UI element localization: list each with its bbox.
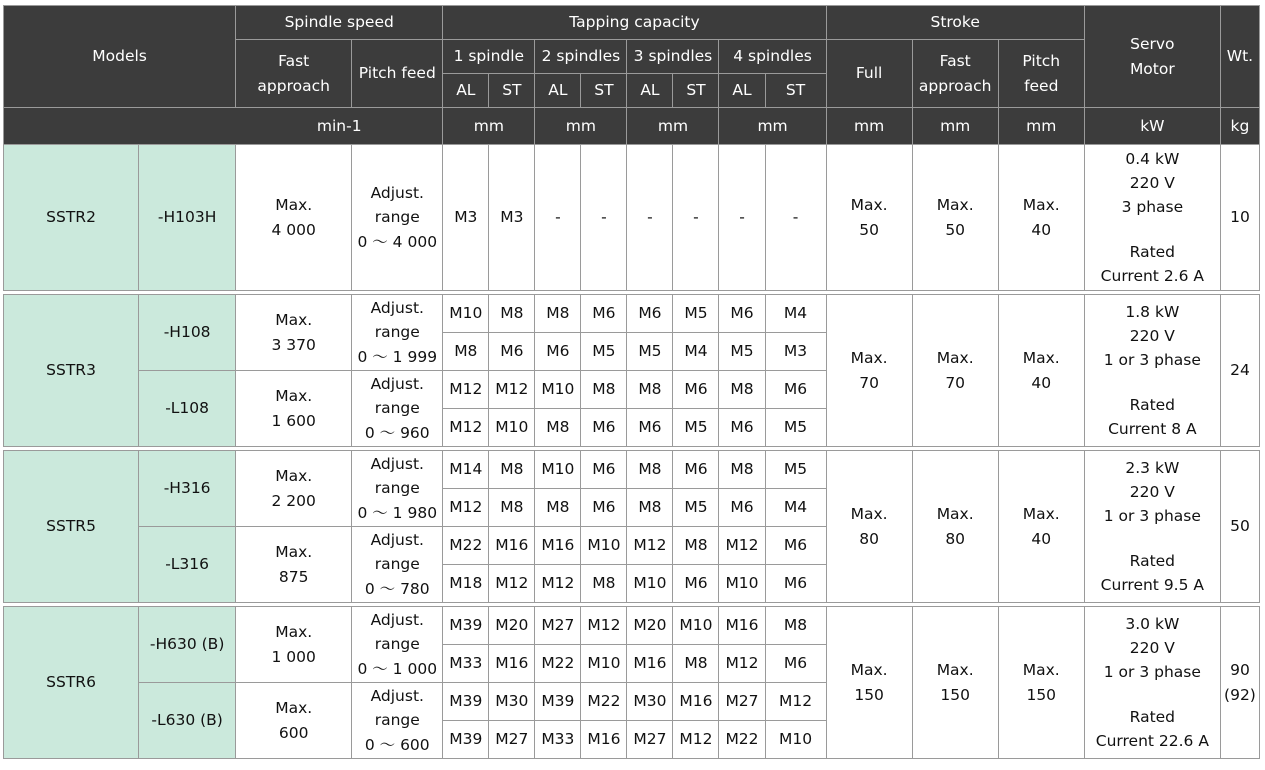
tapping-capacity-cell: M6 xyxy=(627,295,673,333)
variant-name: -H103H xyxy=(139,145,236,291)
header-fast-approach: Fast approach xyxy=(236,40,352,108)
table-row xyxy=(4,295,1260,333)
tapping-capacity-cell: - xyxy=(673,145,719,291)
servo-motor-spec-line: 3 phase xyxy=(1121,198,1184,217)
tapping-capacity-cell: M8 xyxy=(627,451,673,489)
stroke-pitch-feed-line: 40 xyxy=(1031,529,1052,548)
pitch-feed-range-line: 0 ～ 1 000 xyxy=(357,659,438,678)
pitch-feed-range xyxy=(352,371,443,447)
variant-name: -L316 xyxy=(139,527,236,603)
tapping-capacity-cell: M16 xyxy=(673,683,719,721)
tapping-capacity-cell: - xyxy=(535,145,581,291)
servo-motor-spec-line: 3.0 kW xyxy=(1125,615,1180,634)
tapping-capacity-cell: M30 xyxy=(627,683,673,721)
stroke-pitch-feed xyxy=(998,295,1084,447)
model-name: SSTR6 xyxy=(4,607,139,759)
pitch-feed-range xyxy=(352,451,443,527)
fast-approach-speed xyxy=(236,145,352,291)
fast-approach-speed-line: Max. xyxy=(275,387,313,406)
tapping-capacity-cell: M6 xyxy=(719,489,765,527)
tapping-capacity-cell: M22 xyxy=(719,721,765,759)
servo-motor-spec-line xyxy=(1085,372,1220,392)
tapping-capacity-cell: M8 xyxy=(535,409,581,447)
pitch-feed-range-line: range xyxy=(374,399,420,418)
weight xyxy=(1220,451,1259,603)
fast-approach-speed xyxy=(236,527,352,603)
tapping-capacity-cell: M12 xyxy=(765,683,826,721)
unit-mm: mm xyxy=(912,108,998,145)
tapping-capacity-cell: M6 xyxy=(673,371,719,409)
unit-speed: min-1 xyxy=(236,108,443,145)
servo-motor-spec-line xyxy=(1085,684,1220,704)
spec-table xyxy=(3,5,1260,759)
unit-mm: mm xyxy=(535,108,627,145)
pitch-feed-range xyxy=(352,683,443,759)
stroke-full xyxy=(826,295,912,447)
tapping-capacity-cell: M12 xyxy=(443,489,489,527)
tapping-capacity-cell: M10 xyxy=(765,721,826,759)
servo-motor-spec-line: Rated xyxy=(1129,395,1176,414)
stroke-full-line: 50 xyxy=(859,220,879,239)
pitch-feed-range xyxy=(352,527,443,603)
servo-motor-spec-line: Rated xyxy=(1129,551,1176,570)
weight-line: 90 xyxy=(1230,661,1250,680)
fast-approach-speed-line: Max. xyxy=(275,543,313,562)
tapping-capacity-cell: M6 xyxy=(581,489,627,527)
tapping-capacity-cell: M6 xyxy=(765,645,826,683)
table-row xyxy=(4,145,1260,291)
tapping-capacity-cell: M20 xyxy=(627,607,673,645)
tapping-capacity-cell: M16 xyxy=(489,645,535,683)
stroke-fast-approach xyxy=(912,145,998,291)
tapping-capacity-cell: M10 xyxy=(443,295,489,333)
pitch-feed-range-line: 0 ～ 600 xyxy=(364,735,430,754)
tapping-capacity-cell: M10 xyxy=(489,409,535,447)
fast-approach-speed-line: Max. xyxy=(275,467,313,486)
tapping-capacity-cell: M8 xyxy=(489,489,535,527)
stroke-pitch-feed xyxy=(998,607,1084,759)
tapping-capacity-cell: M5 xyxy=(673,295,719,333)
header-stroke-fast-approach: Fast approach xyxy=(912,40,998,108)
tapping-capacity-cell: M12 xyxy=(443,409,489,447)
servo-motor-spec xyxy=(1084,607,1220,759)
header-4-spindles: 4 spindles xyxy=(719,40,826,74)
pitch-feed-range-line: 0 ～ 960 xyxy=(364,423,430,442)
servo-motor-spec-line: Current 2.6 A xyxy=(1100,266,1204,285)
stroke-fast-approach-line: Max. xyxy=(936,196,974,215)
variant-name: -H108 xyxy=(139,295,236,371)
pitch-feed-range-line: 0 ～ 780 xyxy=(364,579,430,598)
tapping-capacity-cell: M16 xyxy=(489,527,535,565)
tapping-capacity-cell: M33 xyxy=(535,721,581,759)
tapping-capacity-cell: M6 xyxy=(765,565,826,603)
fast-approach-speed xyxy=(236,607,352,683)
fast-approach-speed-line: Max. xyxy=(275,699,313,718)
tapping-capacity-cell: M8 xyxy=(627,371,673,409)
tapping-capacity-cell: - xyxy=(627,145,673,291)
tapping-capacity-cell: M6 xyxy=(673,565,719,603)
stroke-fast-approach-line: 70 xyxy=(945,373,966,392)
stroke-full-line: Max. xyxy=(850,196,888,215)
tapping-capacity-cell: M8 xyxy=(765,607,826,645)
header-st: ST xyxy=(765,74,826,108)
fast-approach-speed-line: 1 600 xyxy=(271,411,316,430)
tapping-capacity-cell: M27 xyxy=(489,721,535,759)
header-st: ST xyxy=(673,74,719,108)
stroke-fast-approach xyxy=(912,607,998,759)
stroke-full-line: 80 xyxy=(859,529,879,548)
header-2-spindles: 2 spindles xyxy=(535,40,627,74)
model-name: SSTR2 xyxy=(4,145,139,291)
unit-kg: kg xyxy=(1220,108,1259,145)
table-header xyxy=(4,6,1260,145)
tapping-capacity-cell: M39 xyxy=(535,683,581,721)
stroke-pitch-feed-line: Max. xyxy=(1022,349,1060,368)
servo-motor-spec xyxy=(1084,145,1220,291)
pitch-feed-range-line: 0 ～ 4 000 xyxy=(357,232,438,251)
tapping-capacity-cell: M3 xyxy=(489,145,535,291)
tapping-capacity-cell: M8 xyxy=(535,295,581,333)
tapping-capacity-cell: M3 xyxy=(443,145,489,291)
fast-approach-speed-line: 1 000 xyxy=(271,647,316,666)
servo-motor-spec-line xyxy=(1085,219,1220,239)
tapping-capacity-cell: M12 xyxy=(489,371,535,409)
stroke-pitch-feed-line: 40 xyxy=(1031,373,1052,392)
header-stroke-full: Full xyxy=(826,40,912,108)
pitch-feed-range-line: Adjust. xyxy=(370,375,424,394)
servo-motor-spec-line: 220 V xyxy=(1129,174,1175,193)
stroke-full-line: Max. xyxy=(850,349,888,368)
tapping-capacity-cell: M10 xyxy=(673,607,719,645)
tapping-capacity-cell: M22 xyxy=(581,683,627,721)
tapping-capacity-cell: M6 xyxy=(535,333,581,371)
header-stroke-pitch-feed: Pitch feed xyxy=(998,40,1084,108)
weight-line: 24 xyxy=(1230,361,1250,380)
tapping-capacity-cell: M33 xyxy=(443,645,489,683)
tapping-capacity-cell: M10 xyxy=(581,527,627,565)
servo-motor-spec-line: 2.3 kW xyxy=(1125,459,1180,478)
fast-approach-speed xyxy=(236,371,352,447)
tapping-capacity-cell: M4 xyxy=(673,333,719,371)
tapping-capacity-cell: M12 xyxy=(581,607,627,645)
tapping-capacity-cell: M4 xyxy=(765,489,826,527)
tapping-capacity-cell: M12 xyxy=(489,565,535,603)
tapping-capacity-cell: M12 xyxy=(627,527,673,565)
fast-approach-speed-line: Max. xyxy=(275,311,313,330)
stroke-fast-approach-line: Max. xyxy=(936,349,974,368)
servo-motor-spec-line: 1.8 kW xyxy=(1125,303,1180,322)
tapping-capacity-cell: M5 xyxy=(581,333,627,371)
tapping-capacity-cell: M12 xyxy=(673,721,719,759)
unit-mm: mm xyxy=(998,108,1084,145)
fast-approach-speed-line: 600 xyxy=(278,723,309,742)
tapping-capacity-cell: M18 xyxy=(443,565,489,603)
stroke-fast-approach-line: 150 xyxy=(940,685,970,704)
pitch-feed-range-line: Adjust. xyxy=(370,299,424,318)
header-3-spindles: 3 spindles xyxy=(627,40,719,74)
tapping-capacity-cell: M27 xyxy=(627,721,673,759)
stroke-full xyxy=(826,451,912,603)
stroke-fast-approach xyxy=(912,451,998,603)
stroke-pitch-feed xyxy=(998,145,1084,291)
unit-kw: kW xyxy=(1084,108,1220,145)
stroke-full xyxy=(826,145,912,291)
header-tapping-capacity: Tapping capacity xyxy=(443,6,826,40)
servo-motor-spec-line: 220 V xyxy=(1129,327,1175,346)
tapping-capacity-cell: M8 xyxy=(443,333,489,371)
tapping-capacity-cell: M10 xyxy=(535,451,581,489)
servo-motor-spec-line: Current 9.5 A xyxy=(1100,575,1204,594)
pitch-feed-range-line: Adjust. xyxy=(370,455,424,474)
header-pitch-feed: Pitch feed xyxy=(352,40,443,108)
servo-motor-spec-line xyxy=(1085,528,1220,548)
stroke-pitch-feed-line: 150 xyxy=(1026,685,1057,704)
tapping-capacity-cell: M10 xyxy=(535,371,581,409)
tapping-capacity-cell: M12 xyxy=(443,371,489,409)
stroke-full-line: 70 xyxy=(859,373,879,392)
tapping-capacity-cell: M14 xyxy=(443,451,489,489)
header-st: ST xyxy=(489,74,535,108)
servo-motor-spec-line: Rated xyxy=(1129,707,1176,726)
stroke-fast-approach-line: 50 xyxy=(945,220,966,239)
servo-motor-spec-line: 1 or 3 phase xyxy=(1103,663,1201,682)
tapping-capacity-cell: M39 xyxy=(443,721,489,759)
header-spindle-speed: Spindle speed xyxy=(236,6,443,40)
tapping-capacity-cell: M27 xyxy=(719,683,765,721)
servo-motor-spec-line: 220 V xyxy=(1129,483,1175,502)
tapping-capacity-cell: M6 xyxy=(489,333,535,371)
stroke-full xyxy=(826,607,912,759)
stroke-pitch-feed-line: Max. xyxy=(1022,505,1060,524)
header-al: AL xyxy=(535,74,581,108)
tapping-capacity-cell: M5 xyxy=(627,333,673,371)
variant-name: -H630 (B) xyxy=(139,607,236,683)
stroke-full-line: Max. xyxy=(850,505,888,524)
pitch-feed-range-line: Adjust. xyxy=(370,611,424,630)
tapping-capacity-cell: M5 xyxy=(765,451,826,489)
variant-name: -H316 xyxy=(139,451,236,527)
unit-mm: mm xyxy=(719,108,826,145)
tapping-capacity-cell: M6 xyxy=(719,295,765,333)
header-units-blank xyxy=(4,108,236,145)
tapping-capacity-cell: M20 xyxy=(489,607,535,645)
weight-line: 50 xyxy=(1230,517,1250,536)
tapping-capacity-cell: M39 xyxy=(443,683,489,721)
pitch-feed-range-line: 0 ～ 1 999 xyxy=(357,347,438,366)
tapping-capacity-cell: M10 xyxy=(719,565,765,603)
weight xyxy=(1220,607,1259,759)
fast-approach-speed-line: 3 370 xyxy=(271,335,316,354)
header-models: Models xyxy=(4,6,236,108)
tapping-capacity-cell: M8 xyxy=(673,527,719,565)
servo-motor-spec-line: 1 or 3 phase xyxy=(1103,507,1201,526)
weight-line: (92) xyxy=(1224,685,1256,704)
variant-name: -L630 (B) xyxy=(139,683,236,759)
fast-approach-speed xyxy=(236,451,352,527)
model-name: SSTR3 xyxy=(4,295,139,447)
header-weight: Wt. xyxy=(1220,6,1259,108)
stroke-fast-approach-line: 80 xyxy=(945,529,966,548)
tapping-capacity-cell: M12 xyxy=(535,565,581,603)
header-stroke: Stroke xyxy=(826,6,1084,40)
header-servo-motor: Servo Motor xyxy=(1084,6,1220,108)
servo-motor-spec xyxy=(1084,451,1220,603)
tapping-capacity-cell: M4 xyxy=(765,295,826,333)
pitch-feed-range-line: Adjust. xyxy=(370,687,424,706)
stroke-pitch-feed-line: Max. xyxy=(1022,661,1060,680)
tapping-capacity-cell: M12 xyxy=(719,527,765,565)
stroke-pitch-feed-line: Max. xyxy=(1022,196,1060,215)
tapping-capacity-cell: M8 xyxy=(535,489,581,527)
servo-motor-spec xyxy=(1084,295,1220,447)
tapping-capacity-cell: M3 xyxy=(765,333,826,371)
model-name: SSTR5 xyxy=(4,451,139,603)
servo-motor-spec-line: Rated xyxy=(1129,242,1176,261)
tapping-capacity-cell: M8 xyxy=(581,371,627,409)
pitch-feed-range-line: range xyxy=(374,208,420,227)
unit-mm: mm xyxy=(627,108,719,145)
header-al: AL xyxy=(443,74,489,108)
pitch-feed-range-line: range xyxy=(374,479,420,498)
tapping-capacity-cell: M6 xyxy=(581,451,627,489)
tapping-capacity-cell: M30 xyxy=(489,683,535,721)
pitch-feed-range-line: range xyxy=(374,635,420,654)
tapping-capacity-cell: M10 xyxy=(627,565,673,603)
pitch-feed-range-line: 0 ～ 1 980 xyxy=(357,503,438,522)
tapping-capacity-cell: M22 xyxy=(535,645,581,683)
tapping-capacity-cell: M39 xyxy=(443,607,489,645)
tapping-capacity-cell: M22 xyxy=(443,527,489,565)
servo-motor-spec-line: 1 or 3 phase xyxy=(1103,351,1201,370)
tapping-capacity-cell: M8 xyxy=(627,489,673,527)
tapping-capacity-cell: M6 xyxy=(581,409,627,447)
tapping-capacity-cell: M6 xyxy=(627,409,673,447)
pitch-feed-range-line: range xyxy=(374,555,420,574)
tapping-capacity-cell: M12 xyxy=(719,645,765,683)
spec-table-container xyxy=(3,5,1260,759)
tapping-capacity-cell: M5 xyxy=(673,409,719,447)
pitch-feed-range xyxy=(352,145,443,291)
tapping-capacity-cell: M16 xyxy=(627,645,673,683)
fast-approach-speed-line: 875 xyxy=(278,567,309,586)
tapping-capacity-cell: M8 xyxy=(673,645,719,683)
stroke-pitch-feed-line: 40 xyxy=(1031,220,1052,239)
tapping-capacity-cell: M8 xyxy=(719,371,765,409)
tapping-capacity-cell: M8 xyxy=(489,451,535,489)
tapping-capacity-cell: - xyxy=(581,145,627,291)
stroke-pitch-feed xyxy=(998,451,1084,603)
tapping-capacity-cell: M5 xyxy=(719,333,765,371)
fast-approach-speed-line: Max. xyxy=(275,196,313,215)
header-al: AL xyxy=(627,74,673,108)
tapping-capacity-cell: M16 xyxy=(719,607,765,645)
servo-motor-spec-line: 220 V xyxy=(1129,639,1175,658)
servo-motor-spec-line: Current 22.6 A xyxy=(1095,731,1209,750)
tapping-capacity-cell: M6 xyxy=(765,371,826,409)
tapping-capacity-cell: M6 xyxy=(765,527,826,565)
stroke-fast-approach-line: Max. xyxy=(936,505,974,524)
tapping-capacity-cell: M8 xyxy=(581,565,627,603)
tapping-capacity-cell: M6 xyxy=(719,409,765,447)
servo-motor-spec-line: Current 8 A xyxy=(1108,419,1197,438)
fast-approach-speed-line: Max. xyxy=(275,623,313,642)
stroke-full-line: Max. xyxy=(850,661,888,680)
unit-mm: mm xyxy=(443,108,535,145)
header-1-spindle: 1 spindle xyxy=(443,40,535,74)
tapping-capacity-cell: M10 xyxy=(581,645,627,683)
tapping-capacity-cell: M16 xyxy=(535,527,581,565)
pitch-feed-range-line: range xyxy=(374,323,420,342)
tapping-capacity-cell: M27 xyxy=(535,607,581,645)
variant-name: -L108 xyxy=(139,371,236,447)
pitch-feed-range xyxy=(352,295,443,371)
tapping-capacity-cell: - xyxy=(719,145,765,291)
pitch-feed-range-line: range xyxy=(374,711,420,730)
tapping-capacity-cell: M8 xyxy=(489,295,535,333)
stroke-full-line: 150 xyxy=(854,685,884,704)
table-row xyxy=(4,607,1260,645)
weight xyxy=(1220,295,1259,447)
weight xyxy=(1220,145,1259,291)
table-body xyxy=(4,145,1260,759)
pitch-feed-range xyxy=(352,607,443,683)
tapping-capacity-cell: - xyxy=(765,145,826,291)
unit-mm: mm xyxy=(826,108,912,145)
table-row xyxy=(4,451,1260,489)
stroke-fast-approach-line: Max. xyxy=(936,661,974,680)
tapping-capacity-cell: M5 xyxy=(765,409,826,447)
tapping-capacity-cell: M6 xyxy=(581,295,627,333)
weight-line: 10 xyxy=(1230,208,1250,227)
fast-approach-speed-line: 2 200 xyxy=(271,491,316,510)
tapping-capacity-cell: M5 xyxy=(673,489,719,527)
servo-motor-spec-line: 0.4 kW xyxy=(1125,150,1180,169)
stroke-fast-approach xyxy=(912,295,998,447)
tapping-capacity-cell: M8 xyxy=(719,451,765,489)
header-al: AL xyxy=(719,74,765,108)
fast-approach-speed xyxy=(236,683,352,759)
tapping-capacity-cell: M16 xyxy=(581,721,627,759)
tapping-capacity-cell: M6 xyxy=(673,451,719,489)
fast-approach-speed-line: 4 000 xyxy=(271,220,316,239)
fast-approach-speed xyxy=(236,295,352,371)
header-st: ST xyxy=(581,74,627,108)
pitch-feed-range-line: Adjust. xyxy=(370,531,424,550)
pitch-feed-range-line: Adjust. xyxy=(370,184,424,203)
